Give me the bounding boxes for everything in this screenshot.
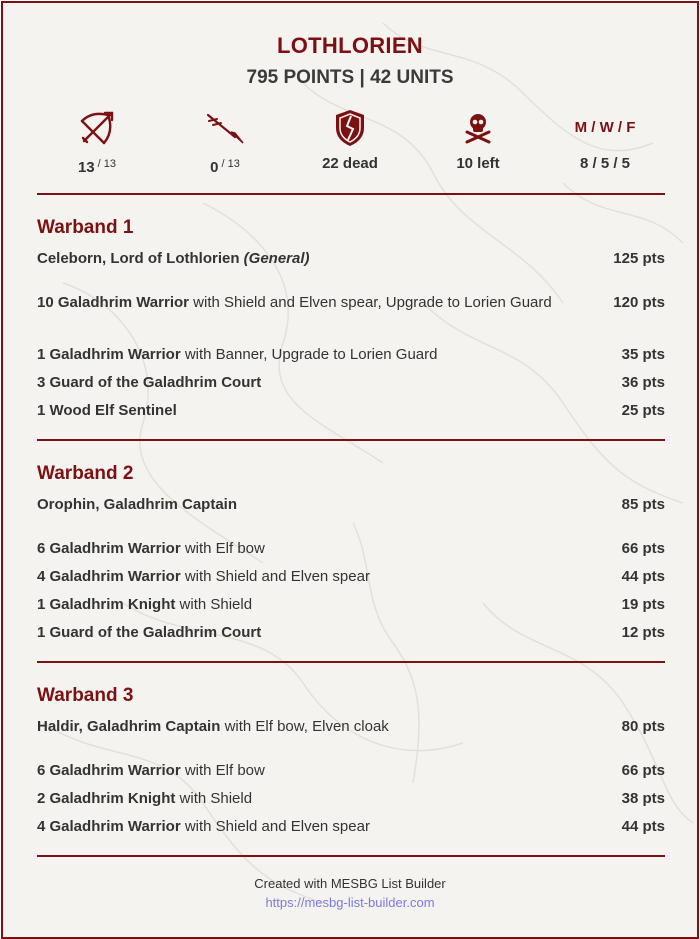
unit-row bbox=[37, 373, 665, 393]
unit-name: 1 Guard of the Galadhrim Court bbox=[37, 624, 262, 641]
unit-name: 4 Galadhrim Warrior bbox=[37, 568, 181, 585]
stat-throwing bbox=[165, 108, 285, 174]
general-tag: (General) bbox=[243, 250, 310, 267]
unit-name: 2 Galadhrim Knight bbox=[37, 790, 176, 807]
unit-row bbox=[37, 789, 665, 809]
unit-name: 1 Wood Elf Sentinel bbox=[37, 402, 177, 419]
leader-points: 85 pts bbox=[621, 496, 665, 513]
bow-icon bbox=[37, 108, 157, 148]
unit-name: 1 Galadhrim Knight bbox=[37, 596, 176, 613]
footer-credit: Created with MESBG List Builder bbox=[254, 876, 446, 891]
leader-points: 125 pts bbox=[613, 250, 665, 267]
unit-row bbox=[37, 539, 665, 559]
warband-2-leader bbox=[37, 495, 665, 515]
footer bbox=[3, 876, 697, 910]
mwf-value: 8 / 5 / 5 bbox=[579, 155, 631, 172]
unit-points: 66 pts bbox=[621, 540, 665, 557]
footer-link[interactable]: https://mesbg-list-builder.com bbox=[265, 895, 435, 910]
army-title: LOTHLORIEN bbox=[277, 33, 423, 58]
unit-options: with Shield and Elven spear, Upgrade to Lorien Guard bbox=[193, 294, 552, 311]
unit-points: 44 pts bbox=[621, 818, 665, 835]
leader-name: Haldir, Galadhrim Captain bbox=[37, 718, 221, 735]
unit-options: with Shield and Elven spear bbox=[184, 568, 370, 585]
unit-row bbox=[37, 817, 665, 837]
stat-dead bbox=[290, 108, 410, 174]
unit-name: 6 Galadhrim Warrior bbox=[37, 540, 181, 557]
unit-points: 25 pts bbox=[621, 402, 665, 419]
unit-row bbox=[37, 401, 665, 421]
divider bbox=[37, 855, 665, 857]
unit-points: 36 pts bbox=[621, 374, 665, 391]
throwing-weapon-icon bbox=[165, 108, 285, 148]
mwf-label: M / W / F bbox=[574, 119, 636, 136]
unit-points: 44 pts bbox=[621, 568, 665, 585]
unit-row bbox=[37, 567, 665, 587]
leader-name: Orophin, Galadhrim Captain bbox=[37, 496, 238, 513]
unit-options: with Shield bbox=[179, 790, 253, 807]
broken-shield-icon bbox=[290, 108, 410, 148]
army-summary: 795 POINTS | 42 UNITS bbox=[246, 67, 454, 88]
unit-row bbox=[37, 761, 665, 781]
unit-row bbox=[37, 595, 665, 615]
unit-name: 4 Galadhrim Warrior bbox=[37, 818, 181, 835]
bows-count: 13 bbox=[77, 159, 95, 176]
unit-points: 35 pts bbox=[621, 346, 665, 363]
divider bbox=[37, 193, 665, 195]
bows-total: / 13 bbox=[97, 158, 117, 170]
warband-3-leader bbox=[37, 717, 665, 737]
dead-count: 22 dead bbox=[322, 155, 378, 172]
throwing-total: / 13 bbox=[221, 158, 240, 170]
stat-bows bbox=[37, 108, 157, 174]
unit-options: with Shield and Elven spear bbox=[184, 818, 370, 835]
unit-options: with Banner, Upgrade to Lorien Guard bbox=[184, 346, 438, 363]
unit-points: 12 pts bbox=[621, 624, 665, 641]
throwing-count: 0 bbox=[210, 159, 219, 176]
unit-options: with Elf bow bbox=[184, 762, 265, 779]
unit-options: with Shield bbox=[179, 596, 253, 613]
leader-points: 80 pts bbox=[621, 718, 665, 735]
skull-icon bbox=[418, 108, 538, 148]
unit-options: with Elf bow bbox=[184, 540, 265, 557]
unit-name: 10 Galadhrim Warrior bbox=[37, 294, 189, 311]
army-list-sheet bbox=[1, 1, 699, 939]
unit-name: 3 Guard of the Galadhrim Court bbox=[37, 374, 262, 391]
unit-name: 1 Galadhrim Warrior bbox=[37, 346, 181, 363]
unit-points: 38 pts bbox=[621, 790, 665, 807]
warband-1-leader bbox=[37, 249, 665, 269]
leader-name: Celeborn, Lord of Lothlorien bbox=[37, 250, 240, 267]
divider bbox=[37, 439, 665, 441]
unit-row bbox=[37, 293, 665, 313]
warband-3-title: Warband 3 bbox=[37, 685, 134, 706]
unit-row bbox=[37, 623, 665, 643]
warband-1-title: Warband 1 bbox=[37, 217, 134, 238]
unit-points: 19 pts bbox=[621, 596, 665, 613]
unit-row bbox=[37, 345, 665, 365]
warband-2-title: Warband 2 bbox=[37, 463, 134, 484]
left-count: 10 left bbox=[456, 155, 500, 172]
divider bbox=[37, 661, 665, 663]
unit-name: 6 Galadhrim Warrior bbox=[37, 762, 181, 779]
stat-left bbox=[418, 108, 538, 174]
unit-points: 66 pts bbox=[621, 762, 665, 779]
leader-options: with Elf bow, Elven cloak bbox=[224, 718, 389, 735]
unit-points: 120 pts bbox=[613, 294, 665, 311]
stat-mwf bbox=[545, 108, 665, 174]
